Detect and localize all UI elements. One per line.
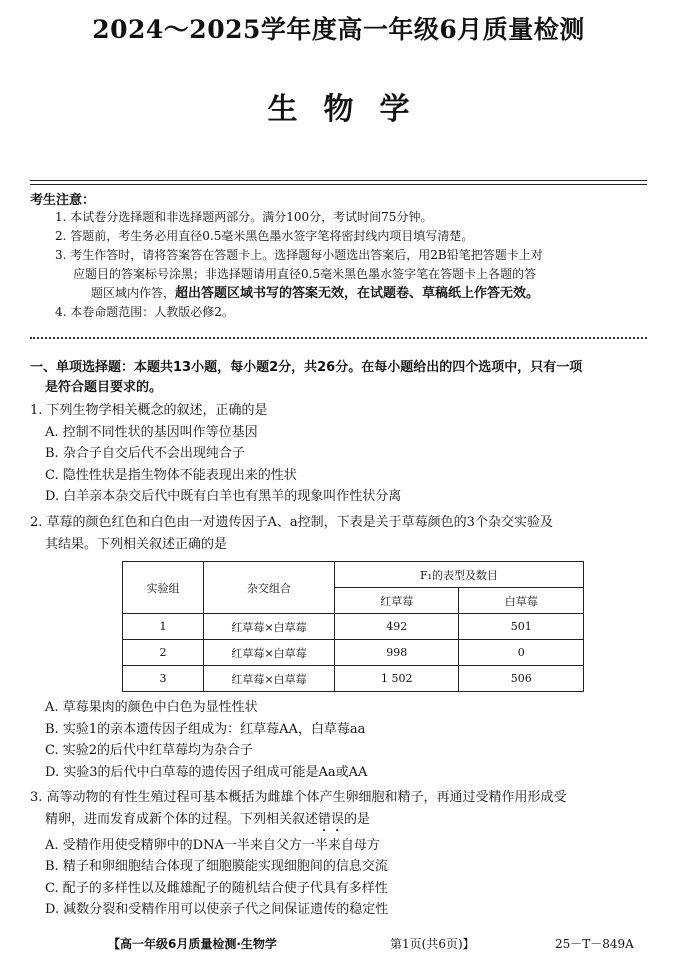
results-table	[122, 561, 584, 692]
table-cell: 2	[123, 640, 204, 666]
question-2-options	[30, 697, 670, 783]
divider-line	[30, 184, 647, 185]
option-c: C. 隐性性状是指生物体不能表现出来的性状	[45, 467, 297, 483]
notice-item: 3. 考生作答时，请将答案答在答题卡上。选择题每小题选出答案后，用2B铅笔把答题卡上对	[55, 248, 543, 262]
exam-title: 2024～2025学年度高一年级6月质量检测	[92, 15, 585, 44]
emphasis-word: 错误	[318, 811, 345, 827]
notice-item-continued	[55, 284, 655, 303]
table-cell: 492	[335, 614, 459, 640]
table-cell: 红草莓×白草莓	[204, 640, 335, 666]
option-a: A. 受精作用使受精卵中的DNA一半来自父方一半来自母方	[45, 837, 380, 853]
stem-text: 精卵，进而发育成新个体的过程。下列相关叙述	[45, 811, 319, 827]
notice-item: 1. 本试卷分选择题和非选择题两部分。满分100分，考试时间75分钟。	[55, 210, 433, 224]
section-heading	[30, 358, 670, 398]
section-line: 一、单项选择题：本题共13小题，每小题2分，共26分。在每小题给出的四个选项中，只有一项	[30, 360, 583, 375]
table-cell: 红草莓×白草莓	[204, 666, 335, 692]
table-cell: 506	[459, 666, 584, 692]
option-d: D. 白羊亲本杂交后代中既有白羊也有黑羊的现象叫作性状分离	[45, 489, 402, 504]
option-d: D. 减数分裂和受精作用可以使亲子代之间保证遗传的稳定性	[45, 902, 389, 917]
subject-title: 生物学	[267, 92, 436, 127]
table-cell: 998	[335, 640, 459, 666]
notice-item-continued	[55, 265, 655, 284]
table-row	[123, 640, 584, 666]
footer-page-number: 第1页(共6页)】	[390, 937, 475, 951]
notice-line: 题区域内作答，	[91, 286, 176, 300]
question-2	[30, 512, 670, 555]
table-row	[123, 614, 584, 640]
table-header: 实验组	[123, 562, 204, 614]
table-header: 红草莓	[335, 588, 459, 614]
table-cell: 红草莓×白草莓	[204, 614, 335, 640]
option-b: B. 精子和卵细胞结合体现了细胞膜能实现细胞间的信息交流	[45, 859, 388, 874]
question-stem: 2. 草莓的颜色红色和白色由一对遗传因子A、a控制，下表是关于草莓颜色的3个杂交实验及	[30, 515, 553, 530]
notice-heading: 考生注意：	[30, 193, 96, 208]
footer-exam-label: 【高一年级6月质量检测·生物学	[108, 937, 277, 951]
question-stem: 1. 下列生物学相关概念的叙述，正确的是	[30, 403, 268, 418]
table-header: 杂交组合	[204, 562, 335, 614]
question-stem: 其结果。下列相关叙述正确的是	[45, 536, 228, 552]
footer-code: 25－T－849A	[555, 937, 634, 951]
notice-item: 2. 答题前，考生务必用直径0.5毫米黑色墨水签字笔将密封线内项目填写清楚。	[55, 229, 474, 243]
option-c: C. 配子的多样性以及雌雄配子的随机结合使子代具有多样性	[45, 880, 388, 896]
notice-warning: 超出答题区域书写的答案无效，在试题卷、草稿纸上作答无效。	[175, 286, 540, 301]
question-3	[30, 787, 670, 921]
divider-line	[30, 180, 647, 181]
option-d: D. 实验3的后代中白草莓的遗传因子组成可能是Aa或AA	[45, 764, 368, 780]
table-row	[123, 666, 584, 692]
option-a: A. 控制不同性状的基因叫作等位基因	[45, 424, 258, 440]
question-1	[30, 400, 670, 508]
table-cell: 3	[123, 666, 204, 692]
table-header: 白草莓	[459, 588, 584, 614]
option-b: B. 实验1的亲本遗传因子组成为：红草莓AA，白草莓aa	[45, 721, 366, 737]
question-stem	[30, 809, 670, 835]
table-header-row	[123, 562, 584, 588]
notice-line: 应题目的答案标号涂黑；非选择题请用直径0.5毫米黑色墨水签字笔在答题卡上各题的答	[73, 267, 537, 281]
dotted-divider	[30, 337, 647, 339]
question-stem: 3. 高等动物的有性生殖过程可基本概括为雌雄个体产生卵细胞和精子，再通过受精作用形成受	[30, 790, 567, 805]
table-cell: 1 502	[335, 666, 459, 692]
option-c: C. 实验2的后代中红草莓均为杂合子	[45, 743, 254, 758]
table-header: F₁的表型及数目	[335, 562, 584, 588]
stem-text: 的是	[344, 811, 371, 827]
table-cell: 1	[123, 614, 204, 640]
table-cell: 501	[459, 614, 584, 640]
option-b: B. 杂合子自交后代不会出现纯合子	[45, 446, 245, 461]
notice-list	[55, 208, 655, 322]
option-a: A. 草莓果肉的颜色中白色为显性性状	[45, 700, 258, 715]
section-line: 是符合题目要求的。	[45, 380, 163, 395]
notice-item: 4. 本卷命题范围：人教版必修2。	[55, 305, 234, 319]
table-cell: 0	[459, 640, 584, 666]
